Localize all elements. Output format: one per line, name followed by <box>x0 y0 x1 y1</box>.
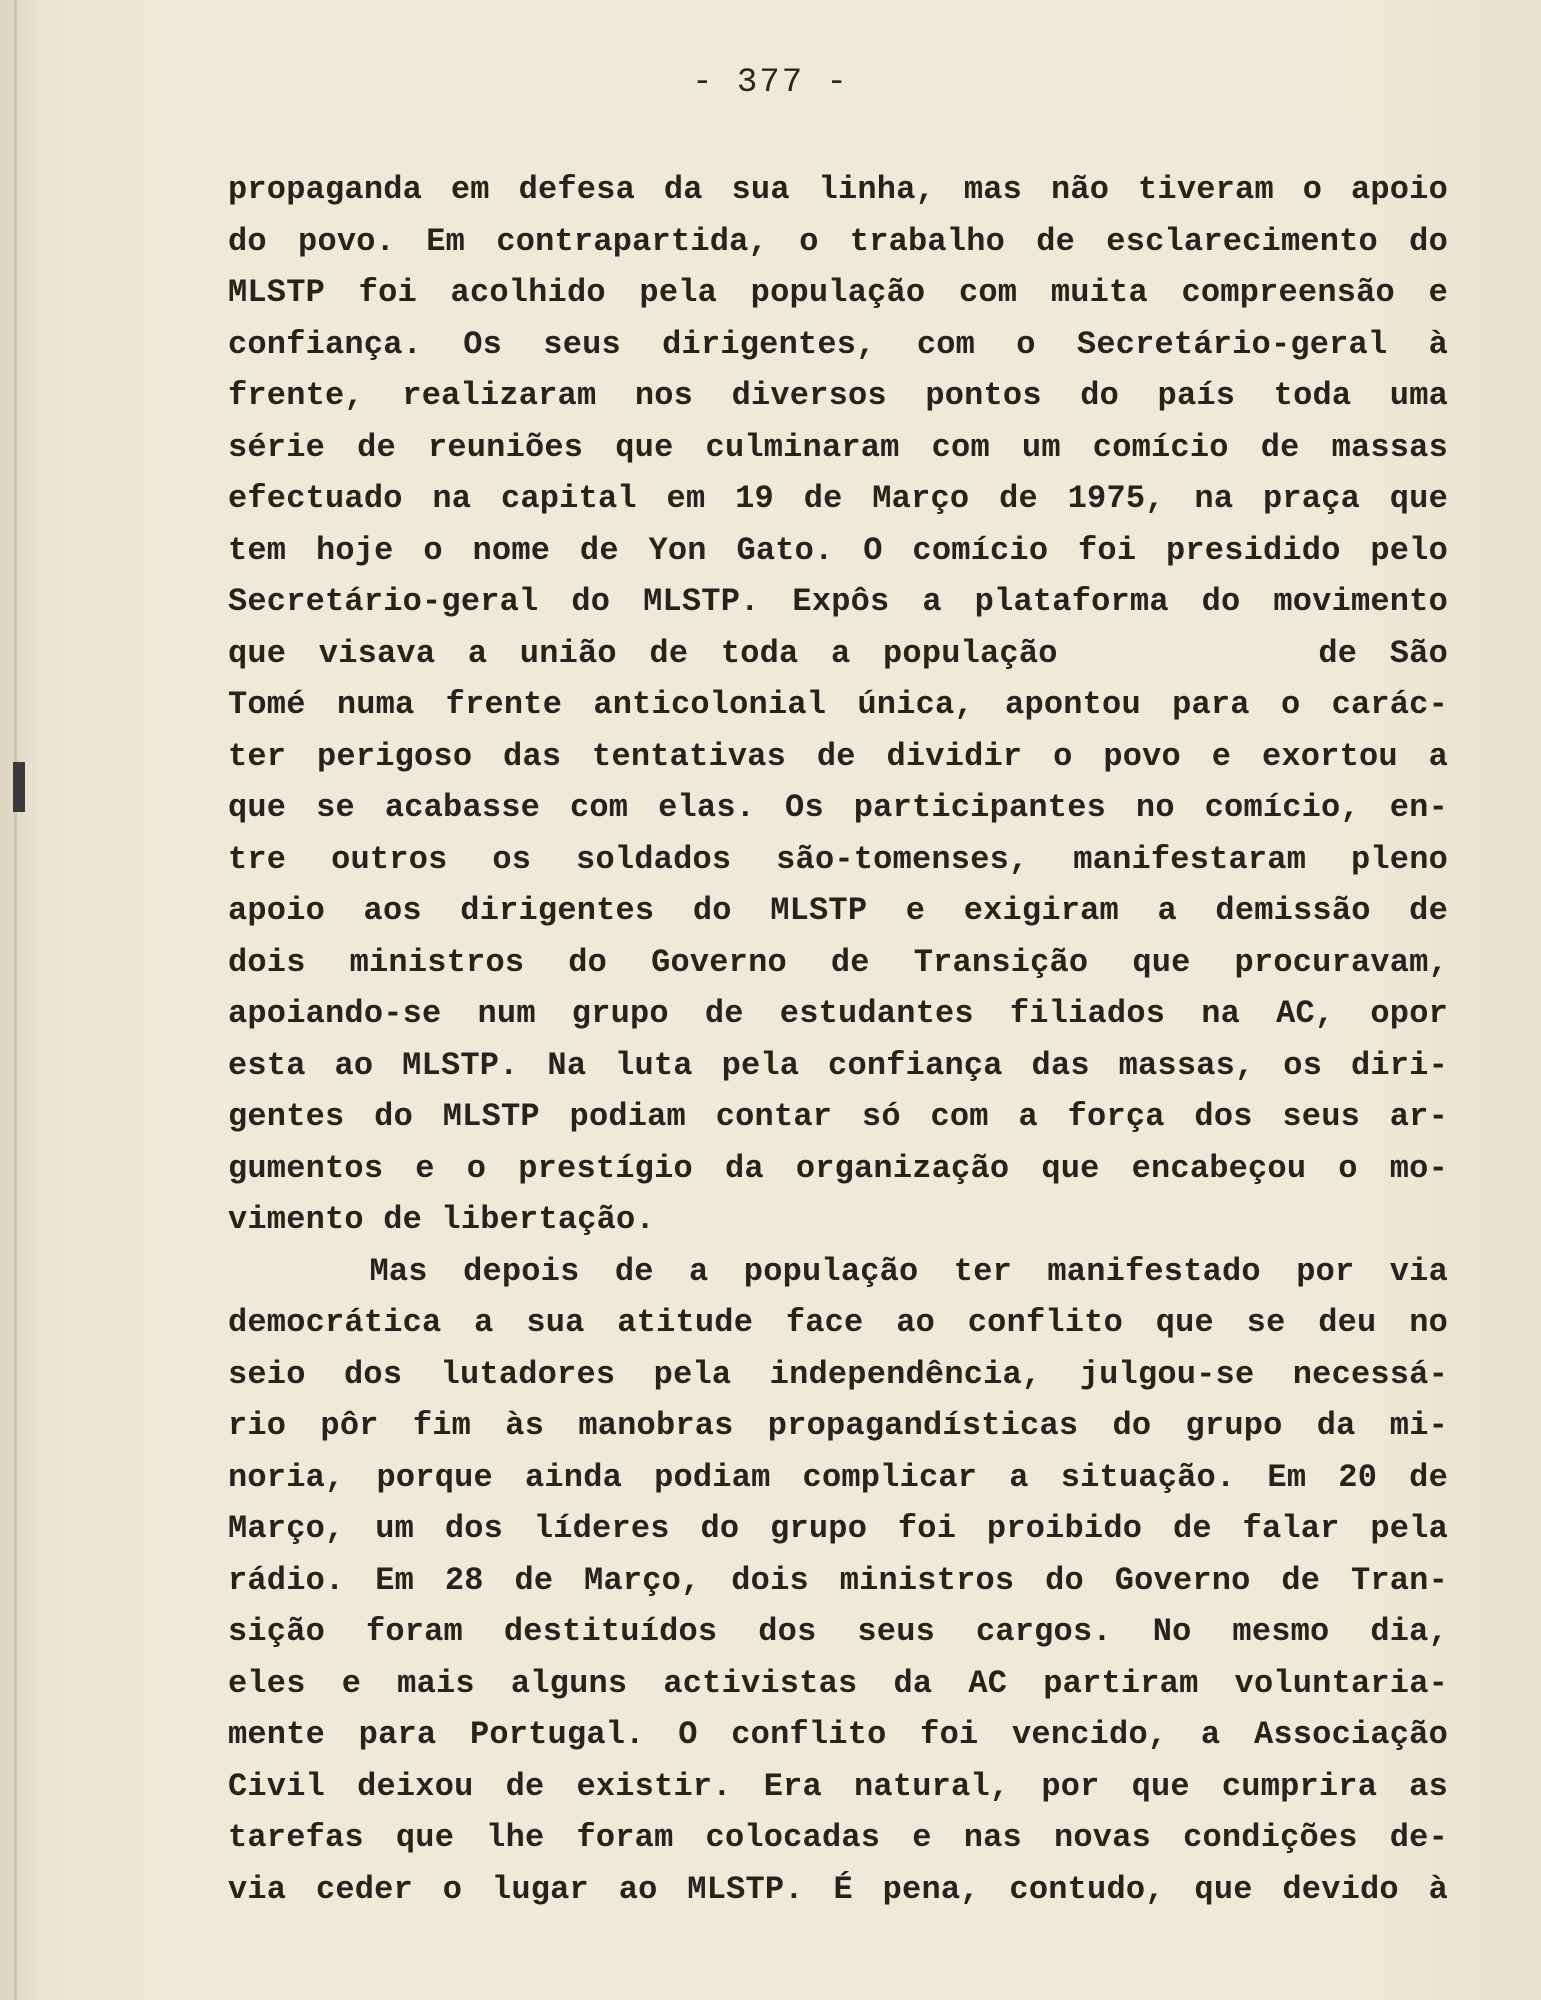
text-line: vimento de libertação. <box>228 1201 655 1238</box>
text-line: que visava a união de toda a população de São <box>228 634 1448 672</box>
text-line: Mas depois de a população ter manifestado por via <box>228 1252 1448 1290</box>
text-line: democrática a sua atitude face ao conflito que se deu no <box>228 1304 1448 1341</box>
text-line: Março, um dos líderes do grupo foi proibido de falar pela <box>228 1510 1448 1547</box>
text-line: propaganda em defesa da sua linha, mas não tiveram o apoio <box>228 171 1448 208</box>
text-line: rio pôr fim às manobras propagandísticas do grupo da mi- <box>228 1407 1448 1444</box>
text-line: mente para Portugal. O conflito foi vencido, a Associação <box>228 1716 1448 1753</box>
binding-edge <box>14 0 17 2000</box>
text-line: Civil deixou de existir. Era natural, por que cumprira as <box>228 1767 1448 1805</box>
text-line: seio dos lutadores pela independência, julgou-se necessá- <box>228 1355 1448 1393</box>
text-line: efectuado na capital em 19 de Março de 1975, na praça que <box>228 480 1448 517</box>
text-line: eles e mais alguns activistas da AC partiram voluntaria- <box>228 1664 1448 1702</box>
text-line: frente, realizaram nos diversos pontos do país toda uma <box>228 377 1448 414</box>
text-line: do povo. Em contrapartida, o trabalho de esclarecimento do <box>228 222 1448 260</box>
page-number: - 377 - <box>692 64 849 102</box>
text-line: tarefas que lhe foram colocadas e nas novas condições de- <box>228 1819 1448 1856</box>
text-line: tem hoje o nome de Yon Gato. O comício foi presidido pelo <box>228 531 1448 569</box>
text-line: apoiando-se num grupo de estudantes filiados na AC, opor <box>228 995 1448 1032</box>
text-line: gumentos e o prestígio da organização que encabeçou o mo- <box>228 1149 1448 1187</box>
text-line: tre outros os soldados são-tomenses, manifestaram pleno <box>228 840 1448 878</box>
text-line: ter perigoso das tentativas de dividir o povo e exortou a <box>228 737 1448 775</box>
text-line: dois ministros do Governo de Transição que procuravam, <box>228 943 1448 981</box>
text-line: confiança. Os seus dirigentes, com o Secretário-geral à <box>228 325 1448 363</box>
text-line: Tomé numa frente anticolonial única, apontou para o carác- <box>228 686 1448 723</box>
text-line: Secretário-geral do MLSTP. Expôs a plataforma do movimento <box>228 583 1448 620</box>
text-line: esta ao MLSTP. Na luta pela confiança das massas, os diri- <box>228 1046 1448 1084</box>
body-text <box>228 164 1448 1915</box>
text-line: MLSTP foi acolhido pela população com muita compreensão e <box>228 274 1448 311</box>
text-line: noria, porque ainda podiam complicar a situação. Em 20 de <box>228 1458 1448 1496</box>
text-line: que se acabasse com elas. Os participantes no comício, en- <box>228 789 1448 826</box>
text-line: série de reuniões que culminaram com um comício de massas <box>228 428 1448 466</box>
paragraph-1 <box>228 164 1448 1246</box>
text-line: sição foram destituídos dos seus cargos. No mesmo dia, <box>228 1613 1448 1650</box>
text-line: via ceder o lugar ao MLSTP. É pena, contudo, que devido à <box>228 1870 1448 1908</box>
paragraph-2 <box>228 1246 1448 1916</box>
text-line: rádio. Em 28 de Março, dois ministros do Governo de Tran- <box>228 1561 1448 1599</box>
text-line: gentes do MLSTP podiam contar só com a força dos seus ar- <box>228 1098 1448 1135</box>
text-line: apoio aos dirigentes do MLSTP e exigiram a demissão de <box>228 892 1448 929</box>
margin-mark <box>13 762 25 812</box>
